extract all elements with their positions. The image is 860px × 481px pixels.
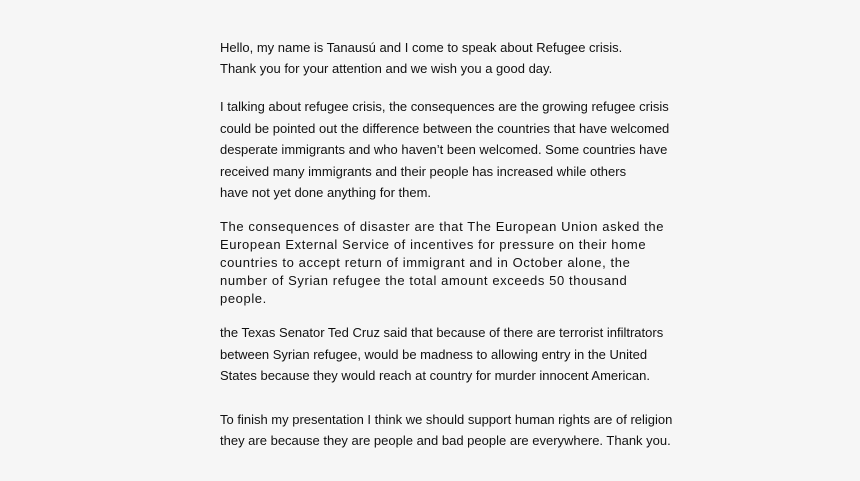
text-line: States because they would reach at country for murder innocent American. — [220, 368, 650, 383]
text-line: Hello, my name is Tanausú and I come to speak about Refugee crisis. — [220, 40, 623, 55]
paragraph-ted-cruz — [220, 322, 663, 387]
paragraph-consequences — [220, 218, 664, 308]
text-line: have not yet done anything for them. — [220, 185, 432, 200]
text-line: received many immigrants and their people has increased while others — [220, 163, 627, 179]
paragraph-introduction — [220, 37, 622, 79]
text-line: number of Syrian refugee the total amount exceeds 50 thousand — [220, 273, 628, 288]
text-line: I talking about refugee crisis, the consequences are the growing refugee crisis — [220, 99, 669, 114]
text-line: desperate immigrants and who haven’t been welcomed. Some countries have — [220, 142, 668, 157]
text-line: Thank you for your attention and we wish you a good day. — [220, 61, 553, 76]
text-line: countries to accept return of immigrant and in October alone, the — [220, 255, 631, 270]
text-line: European External Service of incentives for pressure on their home — [220, 237, 647, 252]
text-line: could be pointed out the difference between the countries that have welcomed — [220, 120, 670, 136]
text-line: The consequences of disaster are that The European Union asked the — [220, 219, 665, 234]
paragraph-refugee-crisis — [220, 96, 669, 204]
text-line: the Texas Senator Ted Cruz said that because of there are terrorist infiltrators — [220, 325, 664, 340]
paragraph-conclusion — [220, 409, 672, 451]
text-line: between Syrian refugee, would be madness to allowing entry in the United — [220, 346, 648, 362]
text-line: they are because they are people and bad people are everywhere. Thank you. — [220, 433, 671, 448]
text-line: To finish my presentation I think we should support human rights are of religion — [220, 412, 673, 427]
text-line: people. — [220, 291, 267, 306]
